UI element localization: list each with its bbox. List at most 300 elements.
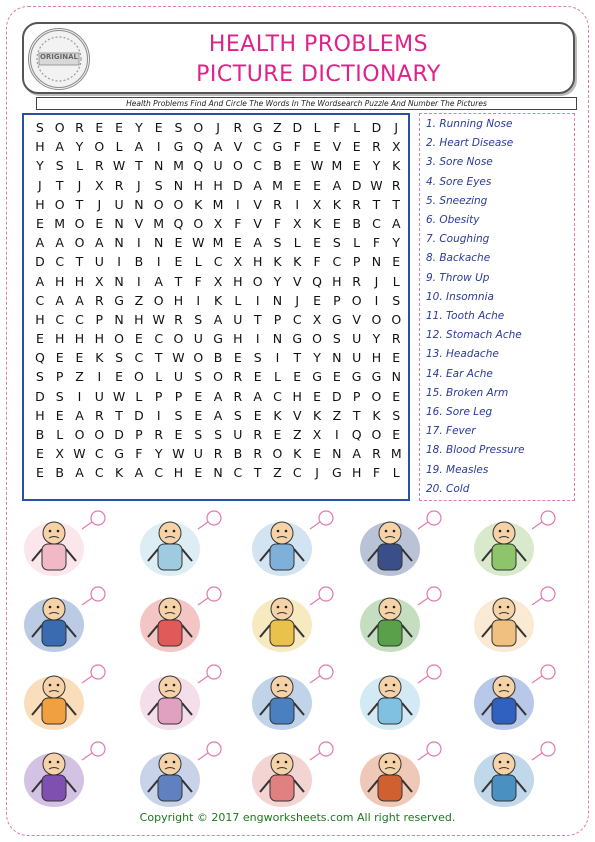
grid-letter[interactable]: P [174, 388, 183, 404]
grid-letter[interactable]: C [154, 465, 164, 481]
grid-letter[interactable]: H [213, 177, 223, 193]
grid-letter[interactable]: B [55, 465, 64, 481]
grid-letter[interactable]: C [292, 465, 302, 481]
grid-letter[interactable]: E [75, 350, 84, 366]
grid-letter[interactable]: K [332, 196, 341, 212]
grid-letter[interactable]: G [332, 311, 342, 327]
grid-letter[interactable]: E [55, 407, 64, 423]
fever-picture[interactable] [12, 663, 107, 733]
grid-letter[interactable]: N [272, 292, 283, 308]
grid-letter[interactable]: S [273, 235, 282, 251]
grid-letter[interactable]: O [54, 120, 65, 135]
grid-letter[interactable]: G [332, 465, 342, 481]
grid-letter[interactable]: T [75, 254, 84, 270]
grid-letter[interactable]: M [212, 196, 224, 212]
insomnia-picture[interactable] [12, 740, 107, 810]
grid-letter[interactable]: E [293, 158, 302, 174]
grid-letter[interactable]: N [134, 196, 144, 212]
grid-letter[interactable]: N [154, 235, 164, 251]
grid-letter[interactable]: G [351, 369, 362, 385]
grid-letter[interactable]: J [295, 292, 300, 308]
grid-letter[interactable]: S [115, 350, 124, 366]
sick-in-bed-picture[interactable] [12, 509, 107, 579]
grid-letter[interactable]: K [372, 407, 381, 423]
grid-letter[interactable]: A [391, 215, 401, 231]
grid-letter[interactable]: I [255, 331, 260, 347]
grid-letter[interactable]: M [331, 158, 343, 174]
grid-letter[interactable]: H [252, 254, 263, 270]
grid-letter[interactable]: E [293, 369, 302, 385]
grid-letter[interactable]: H [35, 311, 45, 327]
grid-letter[interactable]: U [193, 331, 203, 347]
grid-letter[interactable]: H [371, 350, 382, 366]
grid-letter[interactable]: R [372, 139, 381, 155]
grid-letter[interactable]: T [154, 350, 163, 366]
grid-letter[interactable]: L [293, 235, 301, 251]
grid-letter[interactable]: H [351, 465, 362, 481]
grid-letter[interactable]: O [133, 369, 144, 385]
grid-letter[interactable]: R [352, 273, 361, 289]
grid-letter[interactable]: A [95, 235, 104, 251]
grid-letter[interactable]: E [313, 177, 321, 193]
grid-letter[interactable]: Y [372, 331, 381, 347]
grid-letter[interactable]: A [253, 388, 262, 404]
grid-letter[interactable]: G [173, 139, 184, 155]
grid-letter[interactable]: R [233, 388, 243, 404]
grid-letter[interactable]: S [194, 311, 203, 327]
grid-letter[interactable]: R [391, 331, 401, 347]
grid-letter[interactable]: L [353, 120, 361, 135]
grid-letter[interactable]: E [35, 215, 44, 231]
grid-letter[interactable]: C [253, 139, 263, 155]
grid-letter[interactable]: O [173, 196, 184, 212]
grid-letter[interactable]: D [351, 177, 362, 193]
grid-letter[interactable]: I [97, 369, 102, 385]
grid-letter[interactable]: E [194, 388, 203, 404]
grid-letter[interactable]: X [312, 196, 322, 212]
grid-letter[interactable]: U [233, 311, 243, 327]
grid-letter[interactable]: C [233, 465, 243, 481]
grid-letter[interactable]: W [172, 350, 185, 366]
grid-letter[interactable]: C [75, 311, 84, 327]
grid-letter[interactable]: J [38, 177, 42, 193]
grid-letter[interactable]: F [234, 215, 242, 231]
grid-letter[interactable]: E [392, 350, 401, 366]
grid-letter[interactable]: S [332, 235, 341, 251]
grid-letter[interactable]: A [134, 139, 144, 155]
grid-letter[interactable]: E [313, 292, 321, 308]
grid-letter[interactable]: N [173, 177, 184, 193]
grid-letter[interactable]: I [77, 388, 82, 404]
grid-letter[interactable]: R [273, 196, 282, 212]
grid-letter[interactable]: D [35, 388, 45, 404]
blood-pressure-picture[interactable] [128, 509, 223, 579]
grid-letter[interactable]: I [374, 292, 379, 308]
grid-letter[interactable]: Y [392, 235, 401, 251]
grid-letter[interactable]: C [332, 254, 342, 270]
grid-letter[interactable]: L [353, 235, 361, 251]
grid-letter[interactable]: B [35, 427, 45, 442]
grid-letter[interactable]: B [273, 158, 282, 174]
grid-letter[interactable]: N [114, 311, 124, 327]
grid-letter[interactable]: C [94, 446, 104, 462]
grid-letter[interactable]: W [192, 235, 205, 251]
grid-letter[interactable]: J [77, 177, 82, 193]
grid-letter[interactable]: Z [292, 427, 302, 442]
grid-letter[interactable]: Q [34, 350, 45, 366]
grid-letter[interactable]: O [371, 388, 382, 404]
grid-letter[interactable]: X [391, 139, 401, 155]
tooth-ache-picture[interactable] [240, 585, 335, 655]
grid-letter[interactable]: I [137, 235, 141, 251]
grid-letter[interactable]: D [134, 407, 144, 423]
grid-letter[interactable]: D [233, 177, 243, 193]
grid-letter[interactable]: U [233, 427, 243, 442]
grid-letter[interactable]: G [114, 446, 124, 462]
grid-letter[interactable]: H [233, 331, 243, 347]
grid-letter[interactable]: O [74, 427, 85, 442]
grid-letter[interactable]: A [75, 407, 84, 423]
grid-letter[interactable]: J [97, 196, 102, 212]
grid-letter[interactable]: P [352, 254, 361, 270]
grid-letter[interactable]: M [212, 235, 224, 251]
grid-letter[interactable]: R [114, 177, 124, 193]
grid-letter[interactable]: O [252, 273, 263, 289]
grid-letter[interactable]: H [233, 273, 243, 289]
grid-letter[interactable]: E [332, 369, 341, 385]
grid-letter[interactable]: W [310, 158, 324, 174]
grid-letter[interactable]: A [75, 292, 84, 308]
grid-letter[interactable]: Y [36, 158, 44, 174]
grid-letter[interactable]: B [213, 350, 223, 366]
grid-letter[interactable]: E [352, 158, 361, 174]
grid-letter[interactable]: I [335, 427, 339, 442]
grid-letter[interactable]: K [312, 407, 322, 423]
grid-letter[interactable]: F [135, 446, 143, 462]
grid-letter[interactable]: D [292, 120, 303, 135]
grid-letter[interactable]: V [253, 215, 262, 231]
grid-letter[interactable]: O [213, 369, 223, 385]
grid-letter[interactable]: R [154, 427, 164, 442]
grid-letter[interactable]: S [55, 388, 64, 404]
grid-letter[interactable]: S [174, 120, 183, 135]
grid-letter[interactable]: O [193, 350, 204, 366]
grid-letter[interactable]: K [194, 196, 203, 212]
obesity-picture[interactable] [462, 663, 557, 733]
grid-letter[interactable]: Q [193, 158, 204, 174]
grid-letter[interactable]: J [315, 465, 319, 481]
grid-letter[interactable]: M [173, 158, 184, 174]
grid-letter[interactable]: N [114, 215, 124, 231]
broken-leg-picture[interactable] [348, 663, 443, 733]
grid-letter[interactable]: E [352, 139, 361, 155]
grid-letter[interactable]: L [234, 292, 242, 308]
grid-letter[interactable]: T [135, 158, 143, 174]
grid-letter[interactable]: Y [135, 120, 143, 135]
grid-letter[interactable]: A [253, 235, 262, 251]
grid-letter[interactable]: H [54, 331, 65, 347]
grid-letter[interactable]: H [292, 388, 302, 404]
grid-letter[interactable]: E [392, 254, 401, 270]
grid-letter[interactable]: I [156, 407, 161, 423]
grid-letter[interactable]: M [390, 446, 402, 462]
grid-letter[interactable]: O [312, 331, 322, 347]
grid-letter[interactable]: E [35, 465, 44, 481]
grid-letter[interactable]: N [272, 331, 283, 347]
grid-letter[interactable]: L [392, 465, 400, 481]
grid-letter[interactable]: E [253, 369, 262, 385]
grid-letter[interactable]: O [193, 120, 204, 135]
grid-letter[interactable]: E [273, 427, 282, 442]
grid-letter[interactable]: F [194, 273, 202, 289]
grid-letter[interactable]: D [332, 388, 342, 404]
grid-letter[interactable]: A [35, 273, 45, 289]
grid-letter[interactable]: S [392, 407, 401, 423]
cold-shiver-picture[interactable] [240, 663, 335, 733]
grid-letter[interactable]: O [173, 331, 184, 347]
grid-letter[interactable]: C [55, 254, 65, 270]
grid-letter[interactable]: A [55, 139, 64, 155]
grid-letter[interactable]: X [55, 446, 64, 462]
grid-letter[interactable]: L [273, 369, 281, 385]
grid-letter[interactable]: O [153, 196, 164, 212]
grid-letter[interactable]: J [374, 273, 379, 289]
running-nose-picture[interactable] [128, 663, 223, 733]
grid-letter[interactable]: P [135, 427, 143, 442]
grid-letter[interactable]: H [173, 465, 184, 481]
grid-letter[interactable]: E [35, 331, 44, 347]
grid-letter[interactable]: L [155, 369, 163, 385]
grid-letter[interactable]: K [312, 215, 322, 231]
grid-letter[interactable]: C [35, 292, 45, 308]
throw-up-picture[interactable] [348, 585, 443, 655]
grid-letter[interactable]: I [255, 292, 260, 308]
grid-letter[interactable]: U [114, 196, 124, 212]
ear-ache-picture[interactable] [12, 585, 107, 655]
grid-letter[interactable]: O [153, 292, 164, 308]
grid-letter[interactable]: W [73, 446, 86, 462]
grid-letter[interactable]: U [94, 388, 104, 404]
grid-letter[interactable]: C [253, 158, 263, 174]
grid-letter[interactable]: P [154, 388, 163, 404]
grid-letter[interactable]: E [392, 388, 401, 404]
sneeze-achoo-picture[interactable] [240, 740, 335, 810]
grid-letter[interactable]: C [372, 215, 381, 231]
grid-letter[interactable]: P [333, 292, 341, 308]
grid-letter[interactable]: U [352, 350, 362, 366]
grid-letter[interactable]: I [156, 139, 161, 155]
grid-letter[interactable]: A [332, 177, 342, 193]
grid-letter[interactable]: G [272, 139, 283, 155]
grid-letter[interactable]: E [313, 388, 321, 404]
grid-letter[interactable]: U [94, 254, 104, 270]
grid-letter[interactable]: O [54, 196, 65, 212]
grid-letter[interactable]: I [295, 196, 300, 212]
grid-letter[interactable]: O [391, 311, 402, 327]
grid-letter[interactable]: N [213, 465, 223, 481]
grid-letter[interactable]: S [174, 407, 183, 423]
grid-letter[interactable]: R [372, 446, 381, 462]
grid-letter[interactable]: W [112, 388, 126, 404]
grid-letter[interactable]: A [213, 311, 223, 327]
grid-letter[interactable]: U [193, 446, 203, 462]
grid-letter[interactable]: G [114, 292, 124, 308]
grid-letter[interactable]: A [213, 388, 223, 404]
grid-letter[interactable]: K [95, 350, 104, 366]
grid-letter[interactable]: N [332, 446, 342, 462]
grid-letter[interactable]: V [292, 273, 302, 289]
grid-letter[interactable]: E [95, 120, 104, 135]
grid-letter[interactable]: X [233, 254, 243, 270]
grid-letter[interactable]: I [156, 254, 161, 270]
grid-letter[interactable]: T [55, 177, 64, 193]
grid-letter[interactable]: N [114, 273, 124, 289]
grid-letter[interactable]: H [193, 177, 203, 193]
grid-letter[interactable]: H [173, 292, 184, 308]
grid-letter[interactable]: E [115, 369, 124, 385]
grid-letter[interactable]: I [236, 196, 240, 212]
sore-nose-picture[interactable] [348, 740, 443, 810]
grid-letter[interactable]: S [194, 427, 203, 442]
grid-letter[interactable]: O [371, 311, 382, 327]
grid-letter[interactable]: G [213, 331, 223, 347]
grid-letter[interactable]: K [392, 158, 401, 174]
grid-letter[interactable]: I [137, 273, 141, 289]
grid-letter[interactable]: S [35, 120, 44, 135]
grid-letter[interactable]: E [134, 331, 143, 347]
grid-letter[interactable]: Q [173, 215, 184, 231]
grid-letter[interactable]: O [114, 331, 124, 347]
grid-letter[interactable]: O [272, 446, 283, 462]
grid-letter[interactable]: X [312, 427, 322, 442]
grid-letter[interactable]: C [134, 350, 144, 366]
grid-letter[interactable]: F [333, 120, 341, 135]
grid-letter[interactable]: Z [332, 407, 342, 423]
grid-letter[interactable]: H [35, 196, 45, 212]
grid-letter[interactable]: N [114, 235, 124, 251]
grid-letter[interactable]: P [273, 311, 282, 327]
grid-letter[interactable]: L [76, 158, 83, 174]
grid-letter[interactable]: A [352, 446, 361, 462]
grid-letter[interactable]: B [134, 254, 144, 270]
grid-letter[interactable]: O [74, 215, 85, 231]
grid-letter[interactable]: R [94, 292, 104, 308]
grid-letter[interactable]: N [154, 158, 164, 174]
grid-letter[interactable]: R [253, 427, 262, 442]
coughing-picture[interactable] [462, 509, 557, 579]
grid-letter[interactable]: A [55, 292, 64, 308]
grid-letter[interactable]: E [174, 427, 183, 442]
grid-letter[interactable]: T [174, 273, 183, 289]
grid-letter[interactable]: E [174, 254, 183, 270]
grid-letter[interactable]: Q [193, 139, 204, 155]
grid-letter[interactable]: W [172, 446, 185, 462]
grid-letter[interactable]: H [134, 311, 144, 327]
grid-letter[interactable]: D [35, 254, 45, 270]
grid-letter[interactable]: E [194, 465, 203, 481]
grid-letter[interactable]: C [55, 311, 65, 327]
grid-letter[interactable]: O [232, 158, 243, 174]
grid-letter[interactable]: E [233, 235, 242, 251]
grid-letter[interactable]: H [332, 273, 342, 289]
grid-letter[interactable]: Z [75, 369, 84, 385]
grid-letter[interactable]: O [94, 139, 105, 155]
sneezing-picture[interactable] [128, 585, 223, 655]
grid-letter[interactable]: A [213, 139, 223, 155]
grid-letter[interactable]: Z [273, 465, 282, 481]
grid-letter[interactable]: A [253, 177, 262, 193]
grid-letter[interactable]: N [371, 254, 382, 270]
grid-letter[interactable]: V [134, 215, 144, 231]
grid-letter[interactable]: A [35, 235, 45, 251]
grid-letter[interactable]: Y [75, 139, 84, 155]
grid-letter[interactable]: Q [351, 427, 362, 442]
grid-letter[interactable]: R [233, 369, 243, 385]
grid-letter[interactable]: A [75, 465, 84, 481]
grid-letter[interactable]: V [352, 311, 361, 327]
grid-letter[interactable]: R [233, 120, 243, 135]
grid-letter[interactable]: G [252, 120, 263, 135]
sore-eyes-picture[interactable] [462, 740, 557, 810]
grid-letter[interactable]: R [391, 177, 401, 193]
grid-letter[interactable]: U [352, 331, 362, 347]
grid-letter[interactable]: T [392, 196, 401, 212]
grid-letter[interactable]: K [293, 446, 302, 462]
grid-letter[interactable]: K [293, 254, 302, 270]
grid-letter[interactable]: O [74, 235, 85, 251]
grid-letter[interactable]: B [233, 446, 243, 462]
grid-letter[interactable]: V [292, 407, 302, 423]
grid-letter[interactable]: J [137, 177, 141, 193]
grid-letter[interactable]: W [152, 311, 165, 327]
cold-picture[interactable] [462, 585, 557, 655]
grid-letter[interactable]: C [213, 254, 223, 270]
grid-letter[interactable]: F [293, 139, 301, 155]
grid-letter[interactable]: K [273, 407, 282, 423]
grid-letter[interactable]: S [194, 369, 203, 385]
grid-letter[interactable]: O [193, 215, 204, 231]
grid-letter[interactable]: S [55, 158, 64, 174]
grid-letter[interactable]: V [253, 196, 262, 212]
grid-letter[interactable]: S [214, 427, 223, 442]
grid-letter[interactable]: R [94, 158, 104, 174]
grid-letter[interactable]: M [272, 177, 283, 193]
grid-letter[interactable]: A [213, 407, 223, 423]
grid-letter[interactable]: H [35, 407, 45, 423]
grid-letter[interactable]: O [371, 427, 382, 442]
grid-letter[interactable]: I [275, 350, 280, 366]
backache-picture[interactable] [348, 509, 443, 579]
grid-letter[interactable]: S [332, 331, 341, 347]
grid-letter[interactable]: S [253, 350, 262, 366]
grid-letter[interactable]: X [213, 273, 223, 289]
grid-letter[interactable]: G [371, 369, 382, 385]
grid-letter[interactable]: Y [273, 273, 282, 289]
grid-letter[interactable]: X [312, 311, 322, 327]
grid-letter[interactable]: I [117, 254, 121, 270]
grid-letter[interactable]: E [115, 120, 124, 135]
grid-letter[interactable]: P [95, 311, 104, 327]
grid-letter[interactable]: S [233, 407, 242, 423]
grid-letter[interactable]: C [154, 331, 164, 347]
grid-letter[interactable]: X [95, 273, 104, 289]
grid-letter[interactable]: T [75, 196, 84, 212]
grid-letter[interactable]: Q [312, 273, 322, 289]
grid-letter[interactable]: H [35, 139, 45, 155]
grid-letter[interactable]: P [55, 369, 64, 385]
grid-letter[interactable]: A [55, 235, 64, 251]
grid-letter[interactable]: E [313, 139, 321, 155]
